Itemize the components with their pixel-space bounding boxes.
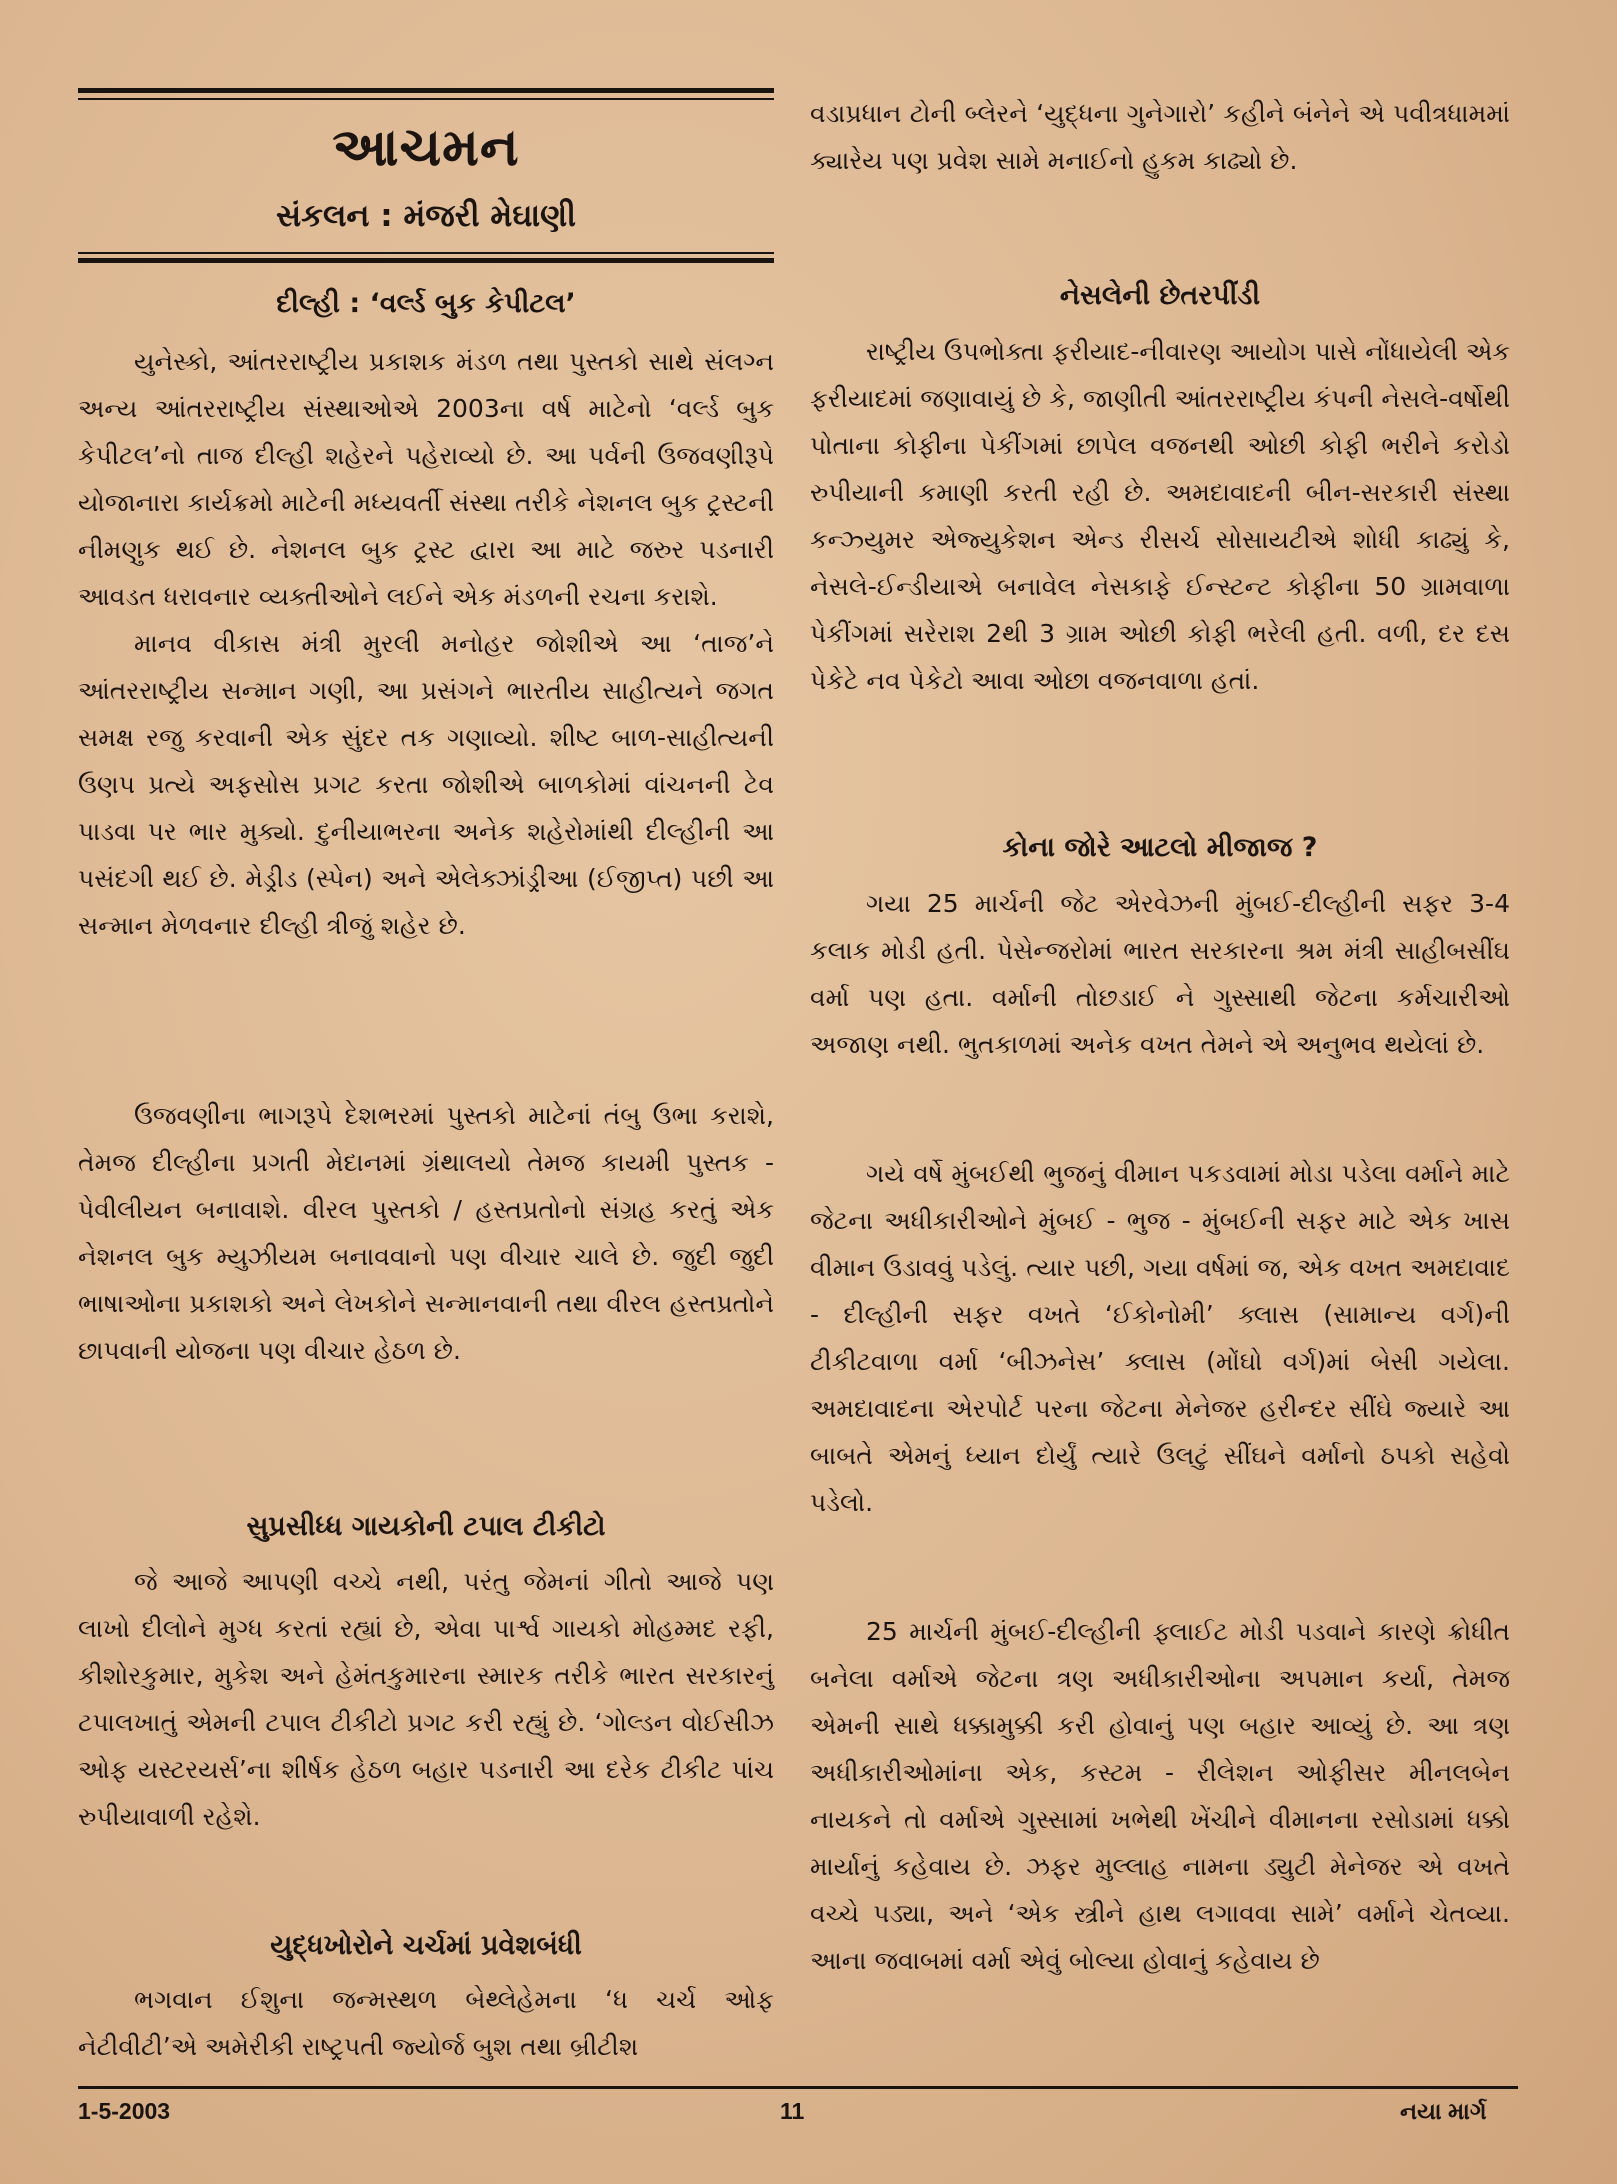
article-paragraph-continued: વડાપ્રધાન ટોની બ્લેરને ‘યુદ્ધના ગુનેગારો’ કહીને બંનેને એ પવીત્રધામમાં ક્યારેય પણ પ્રવેશ સામે મનાઈનો હુકમ કાઢ્યો છે. [810,99,1510,175]
column-byline: સંકલન : મંજરી મેઘાણી [275,198,577,234]
article-paragraph: માનવ વીકાસ મંત્રી મુરલી મનોહર જોશીએ આ ‘તાજ’ને આંતરરાષ્ટ્રીય સન્માન ગણી, આ પ્રસંગને ભારતીય સાહીત્યને જગત સમક્ષ રજુ કરવાની એક સુંદર તક ગણાવ્યો. શીષ્ટ બાળ-સાહીત્યની ઉણપ પ્રત્યે અફસોસ પ્રગટ કરતા જોશીએ બાળકોમાં વાંચનની ટેવ પાડવા પર ભાર મુક્યો. દુનીયાભરના અનેક શહેરોમાંથી દીલ્હીની આ પસંદગી થઈ છે. મેડ્રીડ (સ્પેન) અને એલેક્ઝાંડ્રીઆ (ઈજીપ્ત) પછી આ સન્માન મેળવનાર દીલ્હી ત્રીજું શહેર છે. [78,629,774,940]
article-paragraph: ગયા 25 માર્ચની જેટ એરવેઝની મુંબઈ-દીલ્હીની સફર 3-4 કલાક મોડી હતી. પેસેન્જરોમાં ભારત સરકારના શ્રમ મંત્રી સાહીબસીંઘ વર્મા પણ હતા. વર્માની તોછડાઈ ને ગુસ્સાથી જેટના કર્મચારીઓ અજાણ નથી. ભુતકાળમાં અનેક વખત તેમને એ અનુભવ થયેલાં છે. [810,889,1510,1059]
masthead-bottom-rule [78,258,774,263]
article-paragraph: 25 માર્ચની મુંબઈ-દીલ્હીની ફ્લાઈટ મોડી પડવાને કારણે ક્રોધીત બનેલા વર્માએ જેટના ત્રણ અધીકારીઓના અપમાન કર્યા, તેમજ એમની સાથે ધક્કામુક્કી કરી હોવાનું પણ બહાર આવ્યું છે. આ ત્રણ અધીકારીઓમાંના એક, કસ્ટમ - રીલેશન ઓફીસર મીનલબેન નાયકને તો વર્માએ ગુસ્સામાં ખભેથી ખેંચીને વીમાનના રસોડામાં ધક્કો માર્યાનું કહેવાય છે. ઝફર મુલ્લાહ નામના ડ્યુટી મેનેજર એ વખતે વચ્ચે પડ્યા, અને ‘એક સ્ત્રીને હાથ લગાવવા સામે’ વર્માને ચેતવ્યા. આના જવાબમાં વર્મા એવું બોલ્યા હોવાનું કહેવાય છે [810,1617,1510,1975]
masthead [78,118,774,236]
page-number: 11 [780,2098,805,2124]
article-paragraph: ભગવાન ઈશુના જન્મસ્થળ બેથ્લેહેમના ‘ધ ચર્ચ ઓફ નેટીવીટી’એ અમેરીકી રાષ્ટ્રપતી જ્યોર્જ બુશ તથા બ્રીટીશ [78,1985,774,2061]
section-heading-church: યુદ્ધખોરોને ચર્ચમાં પ્રવેશબંધી [270,1930,582,1961]
section-heading-mijaj: કોના જોરે આટલો મીજાજ ? [1002,832,1318,863]
section-heading-stamps: સુપ્રસીધ્ધ ગાયકોની ટપાલ ટીકીટો [246,1511,606,1542]
article-paragraph: ગયે વર્ષે મુંબઈથી ભુજનું વીમાન પકડવામાં મોડા પડેલા વર્માને માટે જેટના અધીકારીઓને મુંબઈ - ભુજ - મુંબઈની સફર માટે એક ખાસ વીમાન ઉડાવવું પડેલું. ત્યાર પછી, ગયા વર્ષમાં જ, એક વખત અમદાવાદ - દીલ્હીની સફર વખતે ‘ઈકોનોમી’ ક્લાસ (સામાન્ય વર્ગ)ની ટીકીટવાળા વર્મા ‘બીઝનેસ’ ક્લાસ (મોંઘો વર્ગ)માં બેસી ગયેલા. અમદાવાદના એરપોર્ટ પરના જેટના મેનેજર હરીન્દર સીંઘે જ્યારે આ બાબતે એમનું ધ્યાન દોર્યું ત્યારે ઉલટું સીંઘને વર્માનો ઠપકો સહેવો પડેલો. [810,1159,1510,1517]
section-heading-delhi: દીલ્હી : ‘વર્લ્ડ બુક કેપીટલ’ [276,288,576,319]
issue-date: 1-5-2003 [78,2098,171,2124]
masthead-top-rule [78,88,774,93]
article-paragraph: યુનેસ્કો, આંતરરાષ્ટ્રીય પ્રકાશક મંડળ તથા પુસ્તકો સાથે સંલગ્ન અન્ય આંતરરાષ્ટ્રીય સંસ્થાઓએ 2003ના વર્ષ માટેનો ‘વર્લ્ડ બુક કેપીટલ’નો તાજ દીલ્હી શહેરને પહેરાવ્યો છે. આ પર્વની ઉજવણીરૂપે યોજાનારા કાર્યક્રમો માટેની મધ્યવર્તી સંસ્થા તરીકે નેશનલ બુક ટ્રસ્ટની નીમણુક થઈ છે. નેશનલ બુક ટ્રસ્ટ દ્વારા આ માટે જરુર પડનારી આવડત ધરાવનાર વ્યક્તીઓને લઈને એક મંડળની રચના કરાશે. [78,347,774,611]
masthead-bottom-rule-thin [78,252,774,254]
article-paragraph: રાષ્ટ્રીય ઉપભોક્તા ફરીયાદ-નીવારણ આયોગ પાસે નોંધાયેલી એક ફરીયાદમાં જણાવાયું છે કે, જાણીતી આંતરરાષ્ટ્રીય કંપની નેસલે-વર્ષોથી પોતાના કોફીના પેકીંગમાં છાપેલ વજનથી ઓછી કોફી ભરીને કરોડો રુપીયાની કમાણી કરતી રહી છે. અમદાવાદની બીન-સરકારી સંસ્થા કન્ઝ્યુમર એજ્યુકેશન એન્ડ રીસર્ચ સોસાયટીએ શોધી કાઢ્યું કે, નેસલે-ઈન્ડીયાએ બનાવેલ નેસકાફે ઈન્સ્ટન્ટ કોફીના 50 ગ્રામવાળા પેકીંગમાં સરેરાશ 2થી 3 ગ્રામ ઓછી કોફી ભરેલી હતી. વળી, દર દસ પેકેટે નવ પેકેટો આવા ઓછા વજનવાળા હતાં. [810,337,1510,695]
column-title: આચમન [332,118,520,178]
article-paragraph: જે આજે આપણી વચ્ચે નથી, પરંતુ જેમનાં ગીતો આજે પણ લાખો દીલોને મુગ્ધ કરતાં રહ્યાં છે, એવા પાર્શ્વ ગાયકો મોહમ્મદ રફી, કીશોરકુમાર, મુકેશ અને હેમંતકુમારના સ્મારક તરીકે ભારત સરકારનું ટપાલખાતું એમની ટપાલ ટીકીટો પ્રગટ કરી રહ્યું છે. ‘ગોલ્ડન વોઈસીઝ ઓફ યસ્ટરયર્સ’ના શીર્ષક હેઠળ બહાર પડનારી આ દરેક ટીકીટ પાંચ રુપીયાવાળી રહેશે. [78,1567,774,1831]
article-paragraph: ઉજવણીના ભાગરૂપે દેશભરમાં પુસ્તકો માટેનાં તંબુ ઉભા કરાશે, તેમજ દીલ્હીના પ્રગતી મેદાનમાં ગ્રંથાલયો તેમજ કાયમી પુસ્તક - પેવીલીયન બનાવાશે. વીરલ પુસ્તકો / હસ્તપ્રતોનો સંગ્રહ કરતું એક નેશનલ બુક મ્યુઝીયમ બનાવવાનો પણ વીચાર ચાલે છે. જુદી જુદી ભાષાઓના પ્રકાશકો અને લેખકોને સન્માનવાની તથા વીરલ હસ્તપ્રતોને છાપવાની યોજના પણ વીચાર હેઠળ છે. [78,1101,774,1365]
section-heading-nestle: નેસલેની છેતરપીંડી [1059,280,1261,311]
masthead-top-rule-thin [78,98,774,100]
magazine-name: નયા માર્ગ [1400,2098,1487,2124]
footer-rule [78,2086,1518,2089]
